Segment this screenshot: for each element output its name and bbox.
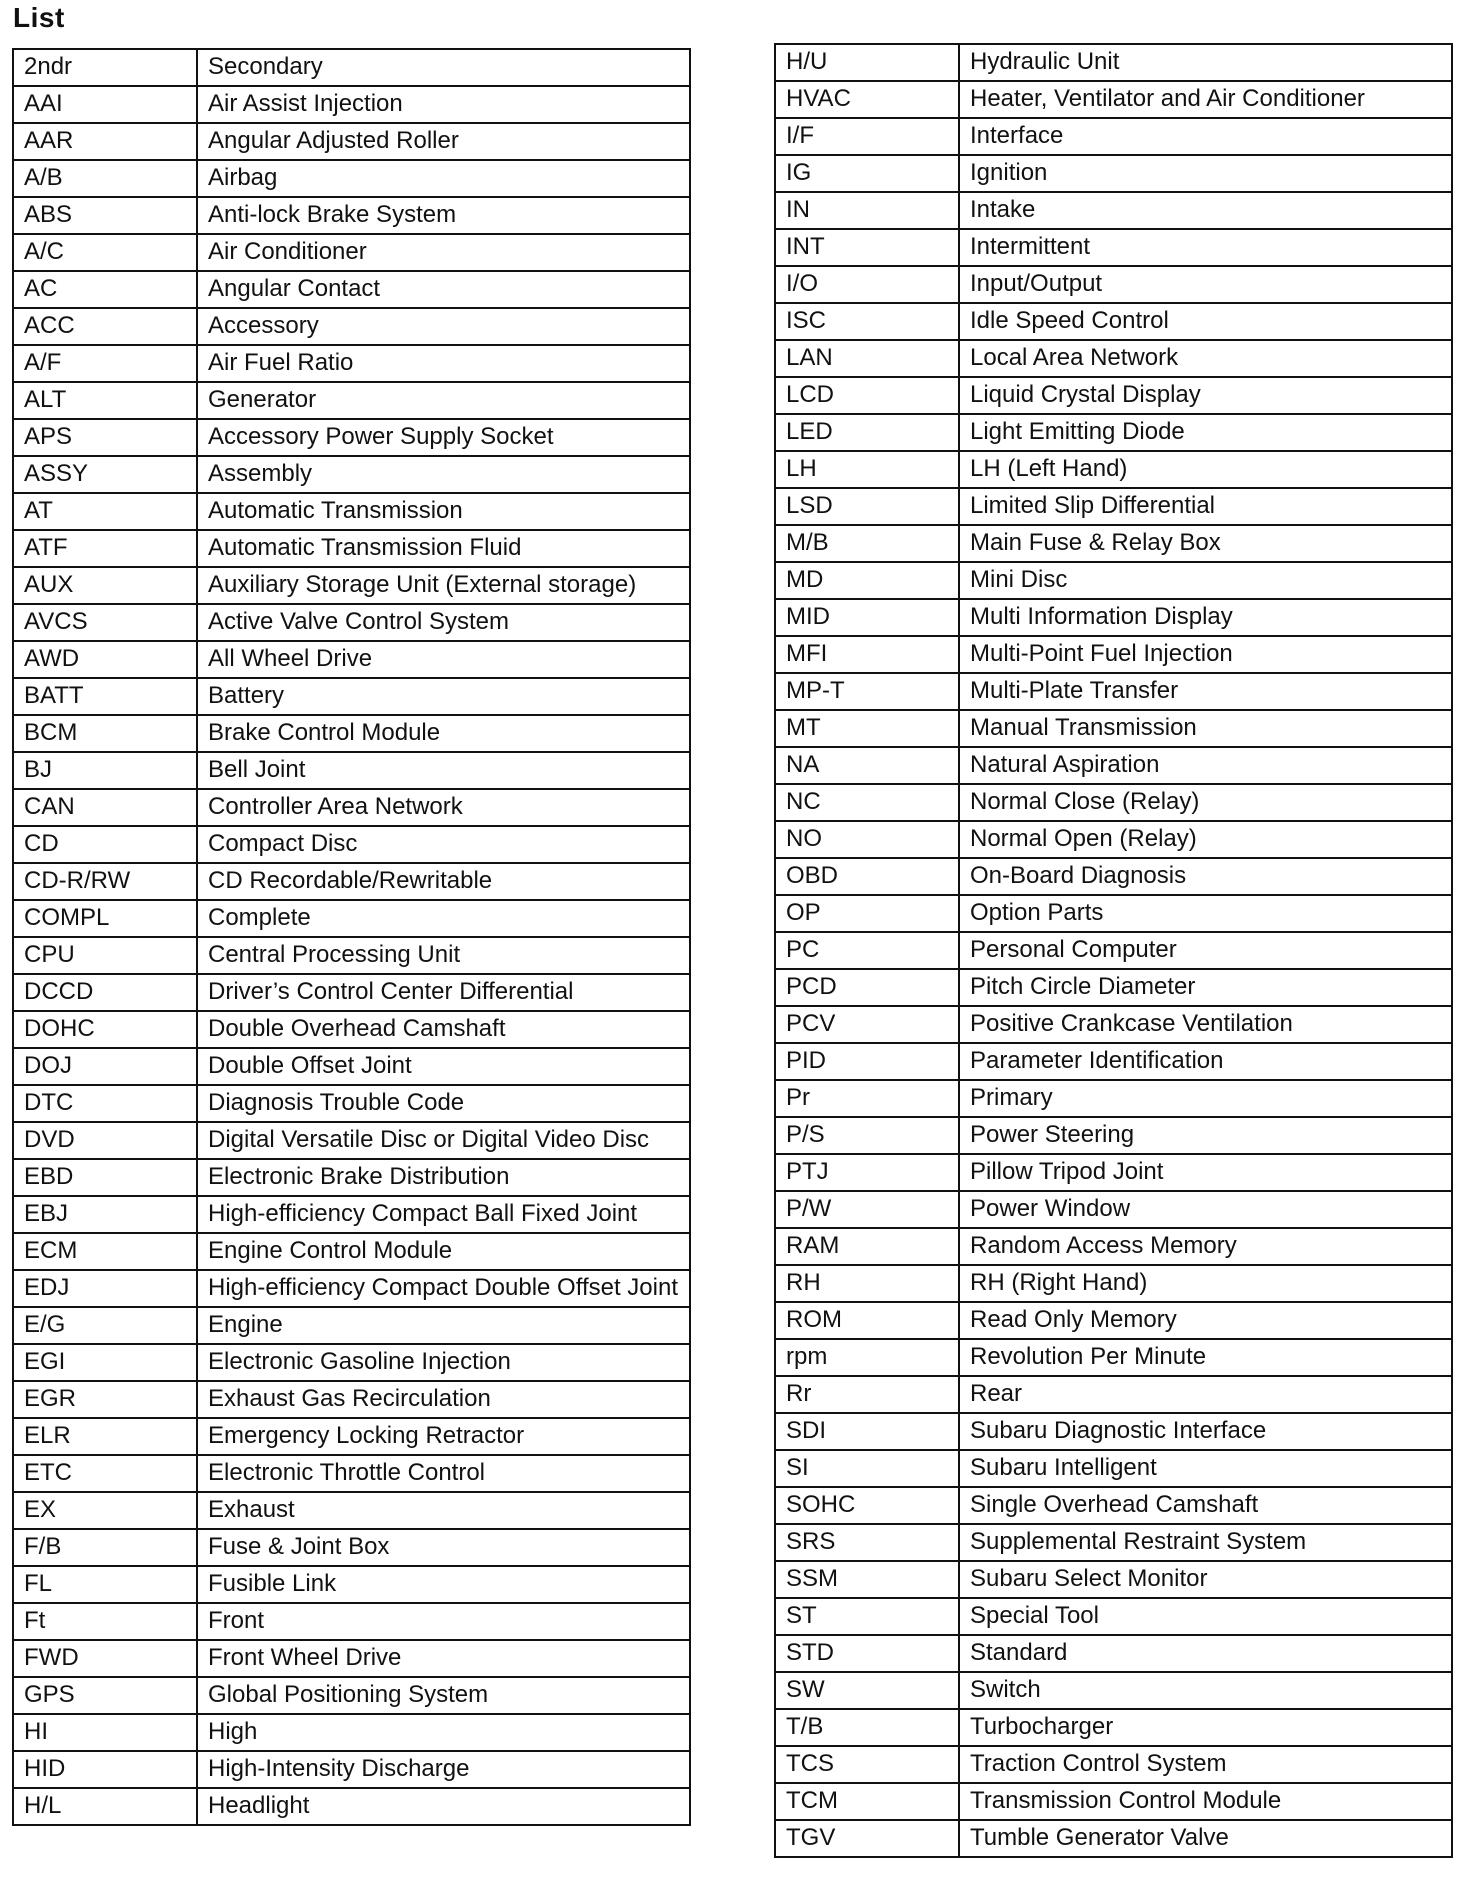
meaning-cell: Assembly (197, 456, 690, 493)
meaning-cell: Subaru Diagnostic Interface (959, 1413, 1452, 1450)
abbreviation-cell: EGR (13, 1381, 197, 1418)
table-row (13, 1196, 690, 1233)
abbreviation-cell: AC (13, 271, 197, 308)
table-row (775, 1598, 1452, 1635)
meaning-cell: Brake Control Module (197, 715, 690, 752)
abbreviation-cell: BCM (13, 715, 197, 752)
table-row (775, 1265, 1452, 1302)
abbreviation-cell: ABS (13, 197, 197, 234)
meaning-cell: Standard (959, 1635, 1452, 1672)
meaning-cell: Local Area Network (959, 340, 1452, 377)
meaning-cell: Random Access Memory (959, 1228, 1452, 1265)
table-row (775, 266, 1452, 303)
meaning-cell: Automatic Transmission Fluid (197, 530, 690, 567)
abbreviation-cell: MID (775, 599, 959, 636)
table-row (13, 1788, 690, 1825)
table-row (13, 567, 690, 604)
table-row (775, 747, 1452, 784)
abbreviation-cell: CD-R/RW (13, 863, 197, 900)
meaning-cell: Anti-lock Brake System (197, 197, 690, 234)
abbreviation-cell: EBJ (13, 1196, 197, 1233)
abbreviation-cell: Pr (775, 1080, 959, 1117)
abbreviation-cell: ROM (775, 1302, 959, 1339)
table-row (13, 1307, 690, 1344)
meaning-cell: Global Positioning System (197, 1677, 690, 1714)
meaning-cell: Active Valve Control System (197, 604, 690, 641)
table-row (13, 493, 690, 530)
table-row (13, 308, 690, 345)
meaning-cell: Fuse & Joint Box (197, 1529, 690, 1566)
meaning-cell: Power Window (959, 1191, 1452, 1228)
abbreviation-cell: OBD (775, 858, 959, 895)
table-row (13, 1233, 690, 1270)
meaning-cell: Intermittent (959, 229, 1452, 266)
meaning-cell: Electronic Brake Distribution (197, 1159, 690, 1196)
table-row (775, 1043, 1452, 1080)
meaning-cell: Input/Output (959, 266, 1452, 303)
abbreviation-cell: HI (13, 1714, 197, 1751)
meaning-cell: Special Tool (959, 1598, 1452, 1635)
meaning-cell: Front (197, 1603, 690, 1640)
table-row (13, 826, 690, 863)
table-row (13, 1455, 690, 1492)
abbreviation-cell: Ft (13, 1603, 197, 1640)
abbreviation-cell: SOHC (775, 1487, 959, 1524)
meaning-cell: Pitch Circle Diameter (959, 969, 1452, 1006)
meaning-cell: Multi-Plate Transfer (959, 673, 1452, 710)
abbreviation-cell: MFI (775, 636, 959, 673)
table-row (13, 345, 690, 382)
abbreviation-cell: I/F (775, 118, 959, 155)
abbreviation-cell: AAR (13, 123, 197, 160)
meaning-cell: Headlight (197, 1788, 690, 1825)
meaning-cell: Subaru Select Monitor (959, 1561, 1452, 1598)
meaning-cell: Air Assist Injection (197, 86, 690, 123)
abbreviation-cell: COMPL (13, 900, 197, 937)
abbreviation-cell: TCS (775, 1746, 959, 1783)
meaning-cell: Ignition (959, 155, 1452, 192)
table-row (775, 1746, 1452, 1783)
abbreviation-cell: MP-T (775, 673, 959, 710)
table-row (775, 858, 1452, 895)
meaning-cell: High-efficiency Compact Double Offset Joint (197, 1270, 690, 1307)
abbreviation-cell: APS (13, 419, 197, 456)
meaning-cell: Revolution Per Minute (959, 1339, 1452, 1376)
meaning-cell: Digital Versatile Disc or Digital Video Disc (197, 1122, 690, 1159)
table-row (13, 715, 690, 752)
meaning-cell: Battery (197, 678, 690, 715)
abbreviation-cell: NC (775, 784, 959, 821)
table-row (775, 81, 1452, 118)
meaning-cell: Air Conditioner (197, 234, 690, 271)
meaning-cell: Single Overhead Camshaft (959, 1487, 1452, 1524)
meaning-cell: Air Fuel Ratio (197, 345, 690, 382)
table-row (13, 1714, 690, 1751)
meaning-cell: Double Offset Joint (197, 1048, 690, 1085)
table-row (775, 488, 1452, 525)
table-row (13, 271, 690, 308)
table-row (13, 1529, 690, 1566)
table-row (775, 155, 1452, 192)
meaning-cell: Front Wheel Drive (197, 1640, 690, 1677)
table-row (775, 710, 1452, 747)
abbreviation-cell: RH (775, 1265, 959, 1302)
table-row (13, 419, 690, 456)
table-row (775, 44, 1452, 81)
table-row (775, 821, 1452, 858)
meaning-cell: Hydraulic Unit (959, 44, 1452, 81)
abbreviation-cell: ECM (13, 1233, 197, 1270)
table-row (775, 525, 1452, 562)
abbreviation-cell: PTJ (775, 1154, 959, 1191)
abbreviation-cell: IG (775, 155, 959, 192)
abbreviation-cell: EGI (13, 1344, 197, 1381)
meaning-cell: Multi-Point Fuel Injection (959, 636, 1452, 673)
meaning-cell: Central Processing Unit (197, 937, 690, 974)
meaning-cell: Bell Joint (197, 752, 690, 789)
abbreviation-cell: LCD (775, 377, 959, 414)
table-row (775, 784, 1452, 821)
table-row (775, 1080, 1452, 1117)
table-row (13, 1344, 690, 1381)
abbreviation-cell: CAN (13, 789, 197, 826)
meaning-cell: On-Board Diagnosis (959, 858, 1452, 895)
table-row (13, 1122, 690, 1159)
table-row (13, 1418, 690, 1455)
table-row (775, 377, 1452, 414)
meaning-cell: Heater, Ventilator and Air Conditioner (959, 81, 1452, 118)
abbreviation-cell: A/B (13, 160, 197, 197)
abbreviation-cell: AT (13, 493, 197, 530)
meaning-cell: CD Recordable/Rewritable (197, 863, 690, 900)
abbreviation-cell: BATT (13, 678, 197, 715)
table-row (775, 414, 1452, 451)
abbreviation-cell: TCM (775, 1783, 959, 1820)
meaning-cell: Accessory Power Supply Socket (197, 419, 690, 456)
abbreviation-cell: PCV (775, 1006, 959, 1043)
abbreviation-cell: LH (775, 451, 959, 488)
abbreviation-cell: OP (775, 895, 959, 932)
meaning-cell: Normal Close (Relay) (959, 784, 1452, 821)
abbreviation-cell: ISC (775, 303, 959, 340)
meaning-cell: Generator (197, 382, 690, 419)
abbreviation-cell: EDJ (13, 1270, 197, 1307)
table-row (13, 641, 690, 678)
abbreviation-cell: PCD (775, 969, 959, 1006)
page-title: List (13, 2, 65, 33)
table-row (13, 234, 690, 271)
abbreviation-cell: rpm (775, 1339, 959, 1376)
abbreviation-cell: FWD (13, 1640, 197, 1677)
table-row (775, 1561, 1452, 1598)
meaning-cell: RH (Right Hand) (959, 1265, 1452, 1302)
table-row (775, 599, 1452, 636)
meaning-cell: Emergency Locking Retractor (197, 1418, 690, 1455)
table-row (775, 340, 1452, 377)
table-row (13, 1566, 690, 1603)
meaning-cell: All Wheel Drive (197, 641, 690, 678)
meaning-cell: Engine Control Module (197, 1233, 690, 1270)
table-row (13, 678, 690, 715)
abbreviation-cell: FL (13, 1566, 197, 1603)
meaning-cell: LH (Left Hand) (959, 451, 1452, 488)
meaning-cell: High-Intensity Discharge (197, 1751, 690, 1788)
abbreviation-cell: H/L (13, 1788, 197, 1825)
table-row (775, 1709, 1452, 1746)
abbreviation-cell: IN (775, 192, 959, 229)
abbreviation-cell: A/F (13, 345, 197, 382)
abbreviation-cell: Rr (775, 1376, 959, 1413)
table-row (13, 1751, 690, 1788)
meaning-cell: Engine (197, 1307, 690, 1344)
abbreviation-cell: NO (775, 821, 959, 858)
meaning-cell: Traction Control System (959, 1746, 1452, 1783)
meaning-cell: Angular Adjusted Roller (197, 123, 690, 160)
meaning-cell: Exhaust Gas Recirculation (197, 1381, 690, 1418)
meaning-cell: Interface (959, 118, 1452, 155)
meaning-cell: Turbocharger (959, 1709, 1452, 1746)
table-row (13, 1159, 690, 1196)
table-row (775, 1302, 1452, 1339)
abbreviation-cell: SSM (775, 1561, 959, 1598)
abbreviation-cell: F/B (13, 1529, 197, 1566)
table-row (775, 1413, 1452, 1450)
meaning-cell: Diagnosis Trouble Code (197, 1085, 690, 1122)
abbreviation-cell: MT (775, 710, 959, 747)
meaning-cell: Driver’s Control Center Differential (197, 974, 690, 1011)
abbreviation-cell: SRS (775, 1524, 959, 1561)
table-row (775, 1487, 1452, 1524)
abbreviation-cell: PID (775, 1043, 959, 1080)
table-row (13, 1048, 690, 1085)
meaning-cell: Mini Disc (959, 562, 1452, 599)
table-row (775, 1635, 1452, 1672)
abbreviation-cell: P/S (775, 1117, 959, 1154)
abbreviation-cell: ETC (13, 1455, 197, 1492)
abbreviation-cell: TGV (775, 1820, 959, 1857)
abbreviation-cell: BJ (13, 752, 197, 789)
abbreviation-cell: E/G (13, 1307, 197, 1344)
table-row (13, 456, 690, 493)
abbreviation-cell: ALT (13, 382, 197, 419)
meaning-cell: Transmission Control Module (959, 1783, 1452, 1820)
meaning-cell: Normal Open (Relay) (959, 821, 1452, 858)
abbreviation-cell: AAI (13, 86, 197, 123)
abbreviation-cell: EX (13, 1492, 197, 1529)
abbreviation-cell: ATF (13, 530, 197, 567)
abbreviation-table-right (774, 43, 1453, 1858)
meaning-cell: Exhaust (197, 1492, 690, 1529)
table-row (775, 1820, 1452, 1857)
meaning-cell: Subaru Intelligent (959, 1450, 1452, 1487)
meaning-cell: Main Fuse & Relay Box (959, 525, 1452, 562)
table-row (13, 49, 690, 86)
meaning-cell: Auxiliary Storage Unit (External storage) (197, 567, 690, 604)
table-row (13, 530, 690, 567)
abbreviation-cell: GPS (13, 1677, 197, 1714)
meaning-cell: Supplemental Restraint System (959, 1524, 1452, 1561)
meaning-cell: Automatic Transmission (197, 493, 690, 530)
table-row (13, 900, 690, 937)
meaning-cell: Compact Disc (197, 826, 690, 863)
table-row (775, 1228, 1452, 1265)
abbreviation-table-left (12, 48, 691, 1826)
table-row (13, 863, 690, 900)
meaning-cell: Tumble Generator Valve (959, 1820, 1452, 1857)
meaning-cell: Intake (959, 192, 1452, 229)
meaning-cell: Read Only Memory (959, 1302, 1452, 1339)
table-row (775, 1672, 1452, 1709)
table-row (775, 303, 1452, 340)
meaning-cell: Personal Computer (959, 932, 1452, 969)
abbreviation-cell: AWD (13, 641, 197, 678)
table-row (13, 1603, 690, 1640)
abbreviation-cell: ASSY (13, 456, 197, 493)
meaning-cell: High-efficiency Compact Ball Fixed Joint (197, 1196, 690, 1233)
table-row (775, 1006, 1452, 1043)
abbreviation-cell: NA (775, 747, 959, 784)
table-row (775, 932, 1452, 969)
abbreviation-cell: MD (775, 562, 959, 599)
meaning-cell: Electronic Gasoline Injection (197, 1344, 690, 1381)
abbreviation-cell: 2ndr (13, 49, 197, 86)
table-row (775, 673, 1452, 710)
table-row (775, 451, 1452, 488)
meaning-cell: Rear (959, 1376, 1452, 1413)
table-row (13, 1677, 690, 1714)
table-row (775, 636, 1452, 673)
table-row (775, 1339, 1452, 1376)
abbreviation-cell: T/B (775, 1709, 959, 1746)
abbreviation-cell: LAN (775, 340, 959, 377)
abbreviation-cell: P/W (775, 1191, 959, 1228)
abbreviation-cell: EBD (13, 1159, 197, 1196)
abbreviation-cell: SI (775, 1450, 959, 1487)
meaning-cell: Option Parts (959, 895, 1452, 932)
meaning-cell: Electronic Throttle Control (197, 1455, 690, 1492)
abbreviation-cell: DVD (13, 1122, 197, 1159)
meaning-cell: Secondary (197, 49, 690, 86)
meaning-cell: Pillow Tripod Joint (959, 1154, 1452, 1191)
abbreviation-cell: I/O (775, 266, 959, 303)
table-row (13, 1270, 690, 1307)
abbreviation-cell: ACC (13, 308, 197, 345)
table-row (13, 604, 690, 641)
abbreviation-cell: LED (775, 414, 959, 451)
abbreviation-cell: DOJ (13, 1048, 197, 1085)
abbreviation-cell: RAM (775, 1228, 959, 1265)
table-row (13, 1011, 690, 1048)
abbreviation-cell: AVCS (13, 604, 197, 641)
abbreviation-cell: PC (775, 932, 959, 969)
table-row (775, 192, 1452, 229)
abbreviation-cell: DTC (13, 1085, 197, 1122)
meaning-cell: Parameter Identification (959, 1043, 1452, 1080)
abbreviation-cell: ELR (13, 1418, 197, 1455)
meaning-cell: High (197, 1714, 690, 1751)
table-row (13, 752, 690, 789)
meaning-cell: Manual Transmission (959, 710, 1452, 747)
table-row (775, 895, 1452, 932)
table-row (13, 382, 690, 419)
table-row (13, 1381, 690, 1418)
meaning-cell: Idle Speed Control (959, 303, 1452, 340)
abbreviation-cell: HVAC (775, 81, 959, 118)
abbreviation-cell: SDI (775, 1413, 959, 1450)
table-row (775, 1524, 1452, 1561)
meaning-cell: Controller Area Network (197, 789, 690, 826)
table-row (775, 118, 1452, 155)
table-row (13, 937, 690, 974)
abbreviation-cell: H/U (775, 44, 959, 81)
abbreviation-cell: STD (775, 1635, 959, 1672)
abbreviation-cell: ST (775, 1598, 959, 1635)
meaning-cell: Liquid Crystal Display (959, 377, 1452, 414)
abbreviation-cell: M/B (775, 525, 959, 562)
abbreviation-cell: LSD (775, 488, 959, 525)
table-row (13, 1085, 690, 1122)
table-row (775, 969, 1452, 1006)
abbreviation-cell: CD (13, 826, 197, 863)
abbreviation-cell: CPU (13, 937, 197, 974)
meaning-cell: Double Overhead Camshaft (197, 1011, 690, 1048)
abbreviation-cell: SW (775, 1672, 959, 1709)
table-row (13, 1492, 690, 1529)
meaning-cell: Power Steering (959, 1117, 1452, 1154)
meaning-cell: Angular Contact (197, 271, 690, 308)
meaning-cell: Complete (197, 900, 690, 937)
meaning-cell: Multi Information Display (959, 599, 1452, 636)
abbreviation-cell: HID (13, 1751, 197, 1788)
table-row (775, 562, 1452, 599)
table-row (775, 1191, 1452, 1228)
abbreviation-cell: INT (775, 229, 959, 266)
table-row (775, 1117, 1452, 1154)
abbreviation-cell: A/C (13, 234, 197, 271)
table-row (13, 160, 690, 197)
meaning-cell: Fusible Link (197, 1566, 690, 1603)
meaning-cell: Positive Crankcase Ventilation (959, 1006, 1452, 1043)
table-row (13, 86, 690, 123)
table-row (775, 1376, 1452, 1413)
table-row (775, 229, 1452, 266)
meaning-cell: Limited Slip Differential (959, 488, 1452, 525)
meaning-cell: Natural Aspiration (959, 747, 1452, 784)
abbreviation-cell: DCCD (13, 974, 197, 1011)
table-row (775, 1783, 1452, 1820)
table-row (13, 197, 690, 234)
table-row (13, 1640, 690, 1677)
table-row (13, 974, 690, 1011)
meaning-cell: Airbag (197, 160, 690, 197)
table-row (13, 789, 690, 826)
meaning-cell: Primary (959, 1080, 1452, 1117)
table-row (13, 123, 690, 160)
meaning-cell: Light Emitting Diode (959, 414, 1452, 451)
table-row (775, 1450, 1452, 1487)
abbreviation-cell: DOHC (13, 1011, 197, 1048)
abbreviation-cell: AUX (13, 567, 197, 604)
meaning-cell: Accessory (197, 308, 690, 345)
meaning-cell: Switch (959, 1672, 1452, 1709)
table-row (775, 1154, 1452, 1191)
